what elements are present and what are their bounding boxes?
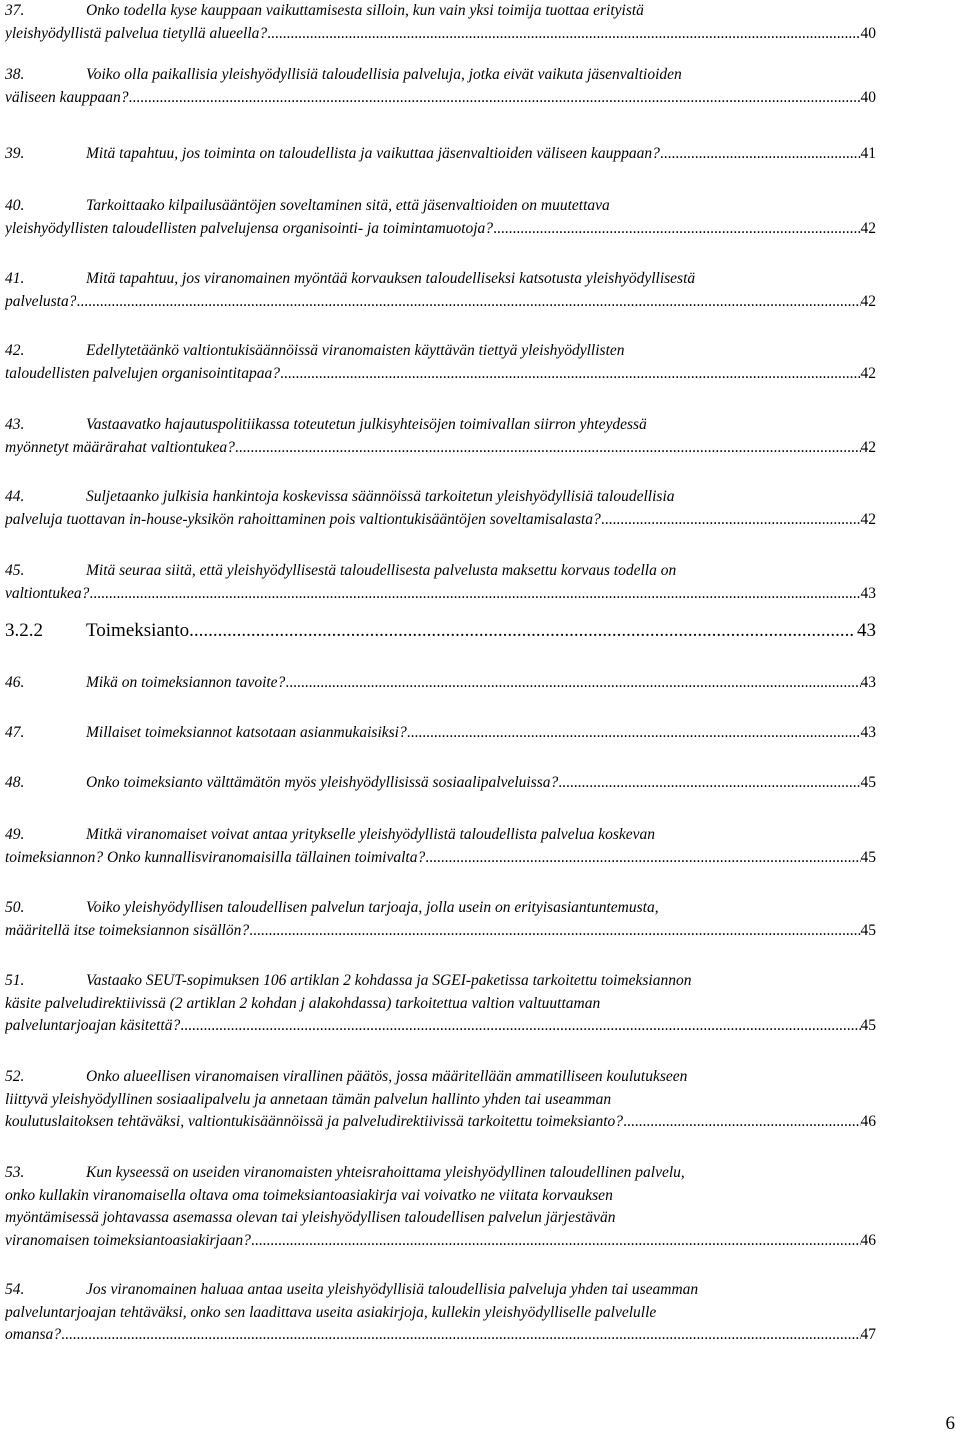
question-text: viranomaisen toimeksiantoasiakirjaan?: [5, 1231, 251, 1249]
toc-entry-line: [5, 1324, 876, 1347]
page-number: 6: [945, 1413, 955, 1434]
dot-leader: [251, 1230, 861, 1253]
toc-entry-line: [5, 340, 876, 363]
toc-entry-line: [5, 1302, 876, 1325]
toc-section-heading[interactable]: [5, 618, 876, 644]
toc-entry[interactable]: [5, 143, 876, 166]
dot-leader: [558, 772, 860, 795]
toc-entry-line: [5, 722, 876, 745]
page-ref: 45: [860, 1017, 876, 1034]
page-ref: 42: [860, 364, 876, 382]
toc-entry-line: [5, 509, 876, 532]
question-text: Onko toimeksianto välttämätön myös yleishyödyllisissä sosiaalipalveluissa?: [86, 774, 559, 791]
toc-entry-line: [5, 1162, 876, 1185]
toc-entry-line: [5, 772, 876, 795]
question-number: 47.: [5, 724, 25, 741]
toc-entry-line: [5, 993, 876, 1016]
question-text: palvelusta?: [5, 292, 77, 310]
question-text: omansa?: [5, 1326, 61, 1343]
toc-entry-line: [5, 1279, 876, 1302]
page-ref: 45: [860, 848, 876, 866]
question-number: 46.: [5, 674, 25, 691]
toc-entry-line: [5, 363, 876, 386]
question-text: taloudellisten palvelujen organisointitapaa?: [5, 364, 280, 382]
toc-entry-line: [5, 1066, 876, 1089]
question-number: 40.: [5, 197, 25, 214]
toc-entry-line: [5, 847, 876, 870]
dot-leader: [129, 87, 861, 110]
question-text: Mitä tapahtuu, jos toiminta on taloudellista ja vaikuttaa jäsenvaltioiden väliseen kauppaan?: [86, 145, 660, 162]
toc-entry[interactable]: [5, 672, 876, 695]
toc-entry[interactable]: [5, 824, 876, 869]
question-text: liittyvä yleishyödyllinen sosiaalipalvelu ja annetaan tämän palvelun hallinto yhden tai useamman: [5, 1090, 612, 1108]
dot-leader: [407, 722, 861, 745]
page-ref: 45: [860, 774, 876, 791]
toc-entry[interactable]: [5, 772, 876, 795]
dot-leader: [601, 509, 861, 532]
page-ref: 43: [860, 674, 876, 691]
question-text: Kun kyseessä on useiden viranomaisten yhteisrahoittama yleishyödyllinen taloudellinen palvelu,: [86, 1164, 685, 1181]
toc-entry-line: [5, 583, 876, 606]
dot-leader: [249, 920, 860, 943]
question-text: Mitä tapahtuu, jos viranomainen myöntää korvauksen taloudelliseksi katsotusta yleishyödyllisestä: [86, 270, 696, 287]
question-text: Edellytetäänkö valtiontukisäännöissä viranomaisten käyttävän tiettyä yleishyödyllisten: [86, 342, 625, 359]
toc-entry[interactable]: [5, 1066, 876, 1134]
toc-entry[interactable]: [5, 970, 876, 1038]
toc-entry-line: [5, 486, 876, 509]
question-text: onko kullakin viranomaisella oltava oma toimeksiantoasiakirja vai voivatko ne viitata korvauksen: [5, 1186, 613, 1204]
dot-leader: [280, 363, 861, 386]
question-text: koulutuslaitoksen tehtäväksi, valtiontukisäännöissä ja palveludirektiivissä tarkoitettu toimeksianto?: [5, 1113, 624, 1130]
question-text: Onko todella kyse kauppaan vaikuttamisesta silloin, kun vain yksi toimija tuottaa erityistä: [86, 2, 644, 19]
toc-entry-line: [5, 560, 876, 583]
toc-entry[interactable]: [5, 486, 876, 531]
dot-leader: [76, 291, 860, 314]
dot-leader: [189, 618, 853, 644]
question-text: Mikä on toimeksiannon tavoite?: [86, 674, 286, 691]
question-text: yleishyödyllistä palvelua tietyllä alueella?: [5, 24, 268, 42]
toc-entry-line: [5, 218, 876, 241]
page-ref: 40: [860, 88, 876, 106]
toc-entry-line: [5, 897, 876, 920]
question-text: määritellä itse toimeksiannon sisällön?: [5, 921, 250, 939]
page-ref: 42: [860, 510, 876, 528]
section-title: Toimeksianto: [86, 620, 190, 641]
question-text: yleishyödyllisten taloudellisten palvelujensa organisointi- ja toimintamuotoja?: [5, 219, 494, 237]
toc-entry[interactable]: [5, 560, 876, 605]
question-text: Millaiset toimeksiannot katsotaan asianmukaisiksi?: [86, 724, 407, 741]
toc-entry-line: [5, 672, 876, 695]
question-text: Voiko yleishyödyllisen taloudellisen palvelun tarjoaja, jolla usein on erityisasiantuntemusta,: [86, 899, 659, 916]
toc-entry-line: [5, 195, 876, 218]
question-text: Vastaavatko hajautuspolitiikassa toteutetun julkisyhteisöjen toimivallan siirron yhteydessä: [86, 416, 647, 433]
page-ref: 40: [860, 24, 876, 42]
toc-entry-line: [5, 414, 876, 437]
question-number: 50.: [5, 899, 25, 916]
page-ref: 43: [860, 584, 876, 602]
toc-entry-line: [5, 824, 876, 847]
question-number: 45.: [5, 562, 25, 579]
dot-leader: [61, 1324, 861, 1347]
question-text: myöntämisessä johtavassa asemassa olevan tai yleishyödyllisen taloudellisen palvelun järjestävän: [5, 1209, 616, 1226]
toc-entry-line: [5, 1230, 876, 1253]
dot-leader: [285, 672, 860, 695]
question-text: valtiontukea?: [5, 584, 90, 602]
toc-entry-line: [5, 920, 876, 943]
question-text: palveluntarjoajan tehtäväksi, onko sen laadittava useita asiakirjoja, kullekin yleishyödylliselle palvelulle: [5, 1303, 657, 1321]
question-number: 48.: [5, 774, 25, 791]
toc-entry-line: [5, 291, 876, 314]
question-text: väliseen kauppaan?: [5, 88, 129, 106]
question-text: Suljetaanko julkisia hankintoja koskevissa säännöissä tarkoitetun yleishyödyllisiä taloudellisia: [86, 488, 675, 505]
dot-leader: [267, 23, 860, 46]
toc-entry[interactable]: [5, 268, 876, 313]
toc-entry-line: [5, 23, 876, 46]
toc-entry-line: [5, 64, 876, 87]
toc-entry-line: [5, 1015, 876, 1038]
question-number: 49.: [5, 826, 25, 843]
page-ref: 46: [860, 1113, 876, 1130]
question-text: käsite palveludirektiivissä (2 artiklan 2 kohdan j alakohdassa) tarkoitettua valtion valtuuttaman: [5, 994, 601, 1012]
toc-entry-line: [5, 1207, 876, 1230]
toc-entry[interactable]: [5, 195, 876, 240]
dot-leader: [623, 1111, 860, 1134]
page-ref: 42: [860, 438, 876, 456]
dot-leader: [180, 1015, 860, 1038]
question-text: palveluja tuottavan in-house-yksikön rahoittaminen pois valtiontukisääntöjen soveltamisalasta?: [5, 510, 601, 528]
dot-leader: [493, 218, 860, 241]
toc-entry-line: [5, 1185, 876, 1208]
page-ref: 46: [860, 1231, 876, 1249]
section-number: 3.2.2: [5, 620, 43, 641]
toc-entry[interactable]: [5, 897, 876, 942]
toc-entry-line: [5, 1111, 876, 1134]
page-ref: 42: [860, 292, 876, 310]
toc-entry[interactable]: [5, 414, 876, 459]
toc-entry-line: [5, 1089, 876, 1112]
page-ref: 47: [860, 1326, 876, 1343]
question-number: 44.: [5, 488, 25, 505]
toc-entry-line: [5, 0, 876, 23]
question-text: Onko alueellisen viranomaisen virallinen päätös, jossa määritellään ammatilliseen koulutukseen: [86, 1068, 688, 1085]
page-ref: 42: [860, 219, 876, 237]
toc-entry-line: [5, 970, 876, 993]
dot-leader: [235, 437, 861, 460]
question-text: Vastaako SEUT-sopimuksen 106 artiklan 2 kohdassa ja SGEI-paketissa tarkoitettu toimeksiannon: [86, 972, 692, 989]
toc-entry-line: [5, 87, 876, 110]
toc-entry-line: [5, 268, 876, 291]
page-ref: 41: [860, 145, 876, 162]
question-text: myönnetyt määrärahat valtiontukea?: [5, 438, 235, 456]
question-text: palveluntarjoajan käsitettä?: [5, 1017, 181, 1034]
question-number: 42.: [5, 342, 25, 359]
toc-entry[interactable]: [5, 1279, 876, 1347]
toc-entry[interactable]: [5, 340, 876, 385]
toc-entry[interactable]: [5, 722, 876, 745]
page-ref: 43: [860, 724, 876, 741]
dot-leader: [89, 583, 860, 606]
question-number: 51.: [5, 972, 25, 989]
question-text: Mitä seuraa siitä, että yleishyödyllisestä taloudellisesta palvelusta maksettu korvaus todella on: [86, 562, 677, 579]
toc-entry-line: [5, 143, 876, 166]
toc-entry[interactable]: [5, 0, 876, 45]
dot-leader: [660, 143, 861, 166]
toc-entry[interactable]: [5, 1162, 876, 1252]
question-number: 41.: [5, 270, 25, 287]
page-ref: 45: [860, 921, 876, 939]
question-number: 39.: [5, 145, 25, 162]
question-text: Jos viranomainen haluaa antaa useita yleishyödyllisiä taloudellisia palveluja yhden tai useamman: [86, 1281, 699, 1298]
question-text: toimeksiannon? Onko kunnallisviranomaisilla tällainen toimivalta?: [5, 848, 426, 866]
dot-leader: [425, 847, 860, 870]
question-number: 37.: [5, 2, 25, 19]
question-text: Tarkoittaako kilpailusääntöjen soveltaminen sitä, että jäsenvaltioiden on muutettava: [86, 197, 610, 214]
question-number: 38.: [5, 66, 25, 83]
question-text: Voiko olla paikallisia yleishyödyllisiä taloudellisia palveluja, jotka eivät vaikuta jäsenvaltioiden: [86, 66, 682, 83]
question-number: 53.: [5, 1164, 25, 1181]
page-ref: 43: [857, 620, 876, 641]
question-text: Mitkä viranomaiset voivat antaa yritykselle yleishyödyllistä taloudellista palvelua koskevan: [86, 826, 656, 843]
question-number: 54.: [5, 1281, 25, 1298]
toc-entry[interactable]: [5, 64, 876, 109]
toc-entry-line: [5, 437, 876, 460]
question-number: 52.: [5, 1068, 25, 1085]
question-number: 43.: [5, 416, 25, 433]
